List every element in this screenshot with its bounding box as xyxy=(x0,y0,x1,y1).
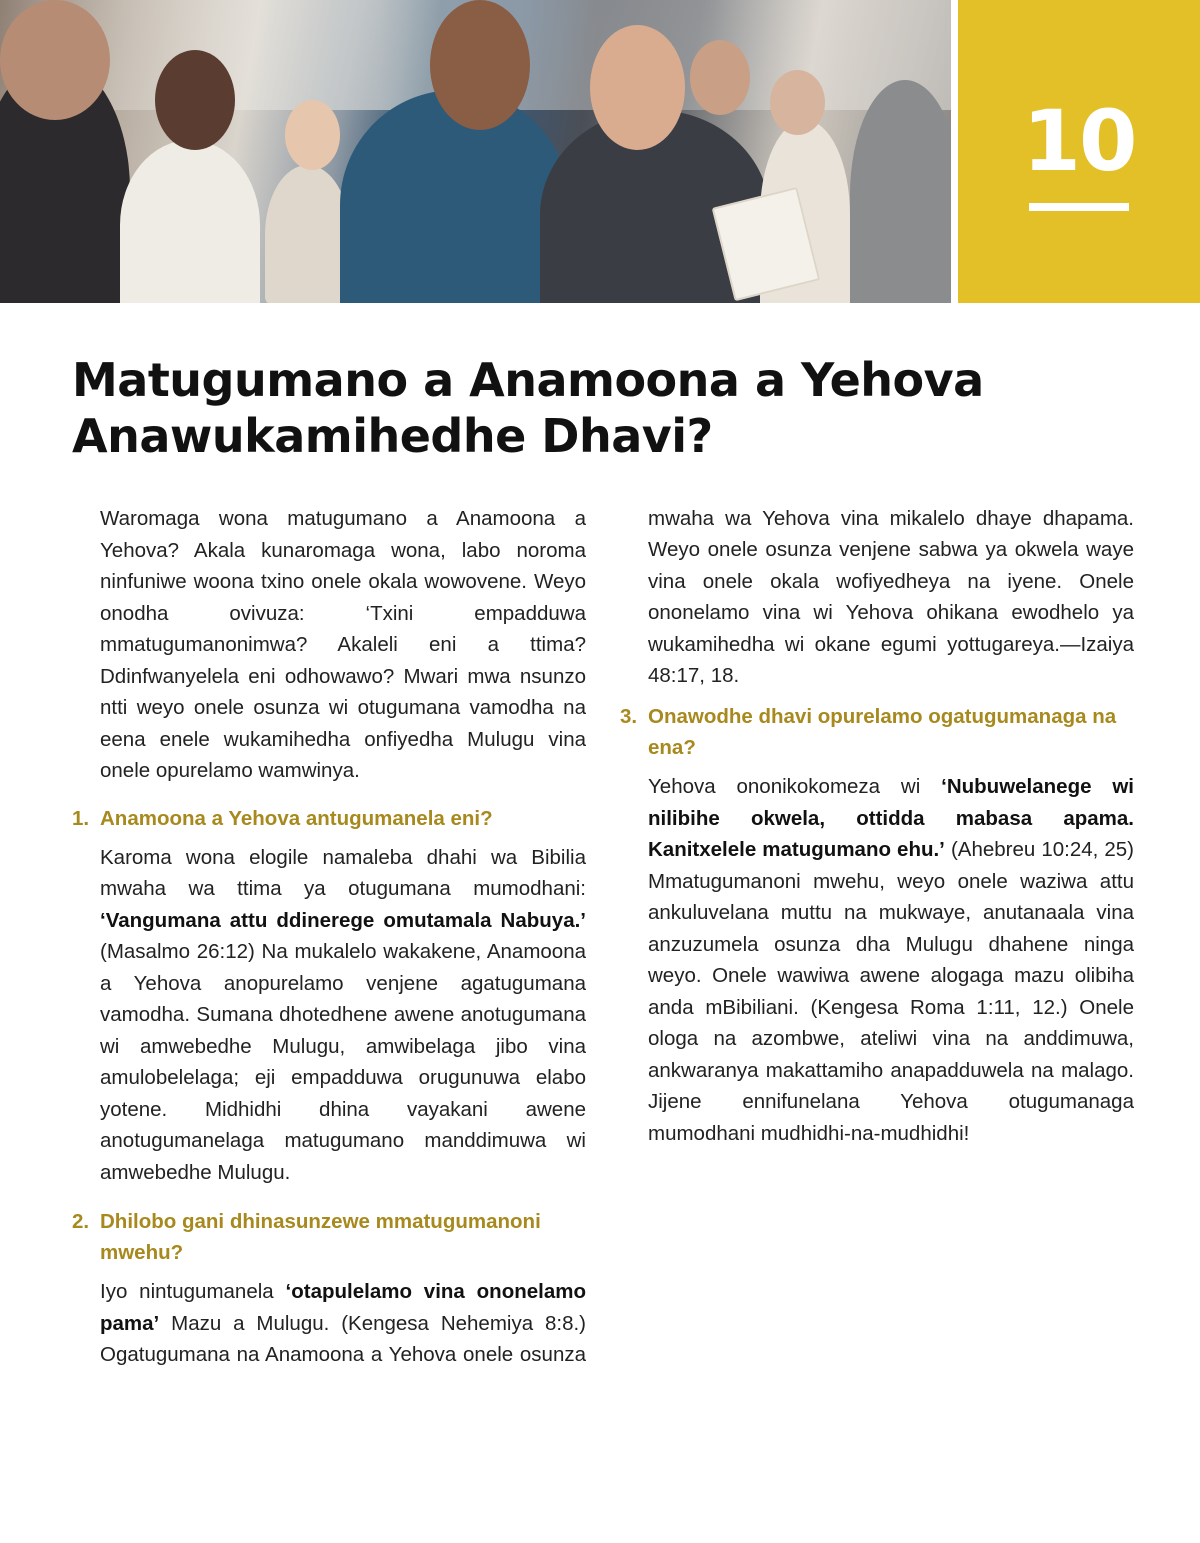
photo-head-woman xyxy=(155,50,235,150)
photo-head-back-1 xyxy=(770,70,825,135)
photo-head-suit xyxy=(590,25,685,150)
header-photo xyxy=(0,0,951,303)
photo-head-blue xyxy=(430,0,530,130)
photo-head-back-2 xyxy=(690,40,750,115)
photo-person-back-2 xyxy=(850,80,951,303)
question-2 xyxy=(72,1206,586,1268)
section-1-text-b: (Masalmo 26:12) Na mukalelo wakakene, Anamoona a Yehova anopurelamo venjene agatugumana vamodha. Sumana dhotedhene awene anotugumana wi amwebedhe Mulugu, amwibelaga jibo vina amulobelelaga; eji empadduwa orugunuwa elabo yotene. Midhidhi dhina vayakani awene anotugumanelaga matugumano manddimuwa wi amwebedhe Mulugu. xyxy=(100,940,586,1184)
section-1-paragraph xyxy=(72,842,586,1189)
photo-person-girl xyxy=(265,165,350,303)
left-column xyxy=(72,503,586,1371)
intro-paragraph: Waromaga wona matugumano a Anamoona a Yehova? Akala kunaromaga wona, labo noroma ninfuniwe woona txino onele okala wowovene. Weyo onodha ovivuza: ‘Txini empadduwa mmatugumanonimwa? Akaleli eni a ttima? Ddinfwanyelela eni odhowawo? Mwari mwa nsunzo ntti weyo onele osunza wi otugumana vamodha na eena enele wukamihedha onfiyedha Mulugu vina onele opurelamo wamwinya. xyxy=(100,507,586,782)
question-3-number: 3. xyxy=(620,705,638,728)
section-3-paragraph xyxy=(620,771,1134,1149)
section-2-text-a: Iyo nintugumanela xyxy=(100,1280,286,1303)
section-1-text-a: Karoma wona elogile namaleba dhahi wa Bibilia mwaha wa ttima ya otugumana mumodhani: xyxy=(100,845,586,900)
question-2-number: 2. xyxy=(72,1210,90,1233)
photo-head-left xyxy=(0,0,110,120)
question-1-text: Anamoona a Yehova antugumanela eni? xyxy=(100,806,493,830)
chapter-badge xyxy=(958,0,1200,303)
photo-head-girl xyxy=(285,100,340,170)
page-title: Matugumano a Anamoona a Yehova Anawukamihedhe Dhavi? xyxy=(72,353,984,463)
section-2-paragraph xyxy=(72,1276,586,1371)
question-3-text: Onawodhe dhavi opurelamo ogatugumanaga na ena? xyxy=(648,705,1117,759)
question-3 xyxy=(620,701,1134,763)
right-column xyxy=(620,503,1134,1149)
chapter-rule xyxy=(1029,203,1129,211)
section-3-text-a: Yehova ononikokomeza wi xyxy=(648,775,942,798)
section-1-bold-quote: ‘Vangumana attu ddinerege omutamala Nabuya.’ xyxy=(100,908,586,932)
section-2-bold-quote: ‘otapulelamo vina ononelamo pama’ xyxy=(100,1280,586,1335)
section-3-text-b: (Ahebreu 10:24, 25) Mmatugumanoni mwehu, weyo onele waziwa attu ankuluvelana muttu na mukwaye, anutanaala vina anzuzumela osunza dha Mulugu dhahene ninga weyo. Onele wawiwa awene alogaga mazu olibiha anda mBibiliani. (Kengesa Roma 1:11, 12.) Onele ologa na azombwe, ateliwi vina na anddimuwa, ankwaranya makattamiho anapadduwela na malago. Jijene ennifunelana Yehova otugumanaga mumodhani mudhidhi-na-mudhidhi! xyxy=(648,838,1135,1145)
section-2-text-b: Mazu a Mulugu. (Kengesa Nehemiya 8:8.) Ogatugumana na Anamoona a Yehova onele osunza xyxy=(100,1311,586,1366)
section-2-continuation xyxy=(620,503,1134,693)
section-3-bold-quote: ‘Nubuwelanege wi nilibihe okwela, ottidda mabasa apama. Kanitxelele matugumano ehu.’ xyxy=(648,775,1134,861)
chapter-number: 10 xyxy=(1022,92,1136,190)
photo-person-woman xyxy=(120,140,260,303)
section-2-cont-text-b: mwaha wa Yehova vina mikalelo dhaye dhapama. Weyo onele osunza venjene sabwa ya okwela waye vina onele okala wofiyedheya na iyene. Onele ononelamo vina wi Yehova ohikana ewodhelo ya wukamihedha wi okane egumi yottugareya.—Izaiya 48:17, 18. xyxy=(648,506,1134,687)
question-1 xyxy=(72,803,586,834)
section-2-paragraph-continued xyxy=(648,503,1134,692)
question-1-number: 1. xyxy=(72,806,90,830)
question-2-text: Dhilobo gani dhinasunzewe mmatugumanoni mwehu? xyxy=(100,1210,541,1264)
